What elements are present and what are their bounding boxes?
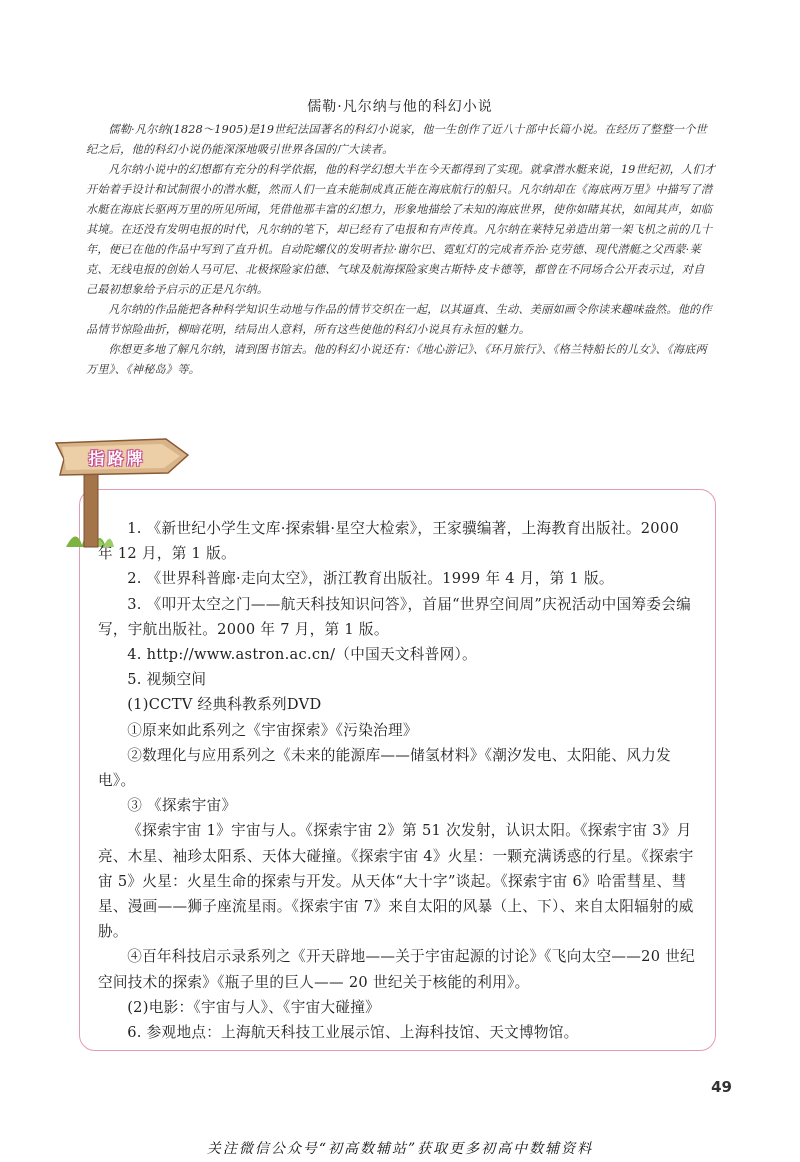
reading-list	[98, 516, 698, 1045]
article-title: 儒勒·凡尔纳与他的科幻小说	[307, 99, 493, 115]
reading-list-item: 4. http://www.astron.ac.cn/（中国天文科普网）。	[127, 646, 477, 664]
article-paragraph: 儒勒·凡尔纳(1828～1905)是19世纪法国著名的科幻小说家，他一生创作了近八十部中长篇小说。在经历了整整一个世纪之后，他的科幻小说仍能深深地吸引世界各国的广大读者。	[86, 123, 707, 156]
article-paragraph: 凡尔纳小说中的幻想都有充分的科学依据，他的科学幻想大半在今天都得到了实现。就拿潜水艇来说，19世纪初，人们才开始着手设计和试制很小的潜水艇，然而人们一直未能制成真正能在海底航行的船只。凡尔纳却在《海底两万里》中描写了潜水艇在海底长驱两万里的所见所闻，凭借他那丰富的幻想力，形象地描绘了未知的海底世界，使你如睹其状，如闻其声，如临其境。在还没有发明电报的时代，凡尔纳的笔下，却已经有了电报和有声传真。凡尔纳在莱特兄弟造出第一架飞机之前的几十年，便已在他的作品中写到了直升机。自动陀螺仪的发明者拉·谢尔巴、霓虹灯的完成者乔治·克劳德、现代潜艇之父西蒙·莱克、无线电报的创始人马可尼、北极探险家伯德、气球及航海探险家奥古斯特·皮卡德等，都曾在不同场合公开表示过，对自己最初想象给予启示的正是凡尔纳。	[86, 163, 716, 296]
reading-list-item: 5. 视频空间	[127, 671, 207, 689]
reading-list-item: ①原来如此系列之《宇宙探索》《污染治理》	[127, 721, 418, 739]
reading-list-item: 2. 《世界科普廊·走向太空》，浙江教育出版社。1999 年 4 月，第 1 版。	[127, 570, 614, 588]
reading-list-item: ②数理化与应用系列之《未来的能源库——储氢材料》《潮汐发电、太阳能、风力发电》。	[98, 746, 671, 790]
signpost-label: 指路牌	[88, 449, 146, 468]
footer-note: 关注微信公众号“初高数辅站”获取更多初高中数辅资料	[206, 1141, 594, 1157]
reading-list-item: ③ 《探索宇宙》	[127, 797, 237, 815]
reading-list-item: 《探索宇宙 1》宇宙与人。《探索宇宙 2》第 51 次发射，认识太阳。《探索宇宙 3》月亮、木星、袖珍太阳系、天体大碰撞。《探索宇宙 4》火星：一颗充满诱惑的行星。《探索宇宙 5》火星：火星生命的探索与开发。从天体“大十字”谈起。《探索宇宙 6》哈雷彗星、彗星、漫画——狮子座流星雨。《探索宇宙 7》来自太阳的风暴（上、下）、来自太阳辐射的威胁。	[98, 822, 694, 941]
article-body	[86, 120, 716, 380]
reading-list-item: (2)电影：《宇宙与人》、《宇宙大碰撞》	[127, 998, 381, 1016]
page-number: 49	[711, 1078, 732, 1096]
article-paragraph: 你想更多地了解凡尔纳，请到图书馆去。他的科幻小说还有：《地心游记》、《环月旅行》、《格兰特船长的儿女》、《海底两万里》、《神秘岛》等。	[86, 343, 707, 376]
article-paragraph: 凡尔纳的作品能把各种科学知识生动地与作品的情节交织在一起，以其逼真、生动、美丽如画令你读来趣味盎然。他的作品情节惊险曲折，柳暗花明，结局出人意料，所有这些使他的科幻小说具有永恒的魅力。	[86, 303, 712, 336]
reading-list-item: 6. 参观地点：上海航天科技工业展示馆、上海科技馆、天文博物馆。	[127, 1024, 579, 1042]
reading-list-item: ④百年科技启示录系列之《开天辟地——关于宇宙起源的讨论》《飞向太空——20 世纪空间技术的探索》《瓶子里的巨人—— 20 世纪关于核能的利用》。	[98, 948, 696, 991]
reading-list-item: (1)CCTV 经典科教系列DVD	[127, 696, 322, 714]
reading-list-item: 1. 《新世纪小学生文库·探索辑·星空大检索》，王家骥编著，上海教育出版社。2000 年 12 月，第 1 版。	[98, 520, 680, 563]
reading-list-item: 3. 《叩开太空之门——航天科技知识问答》，首届“世界空间周”庆祝活动中国筹委会编写，宇航出版社。2000 年 7 月，第 1 版。	[98, 595, 692, 638]
